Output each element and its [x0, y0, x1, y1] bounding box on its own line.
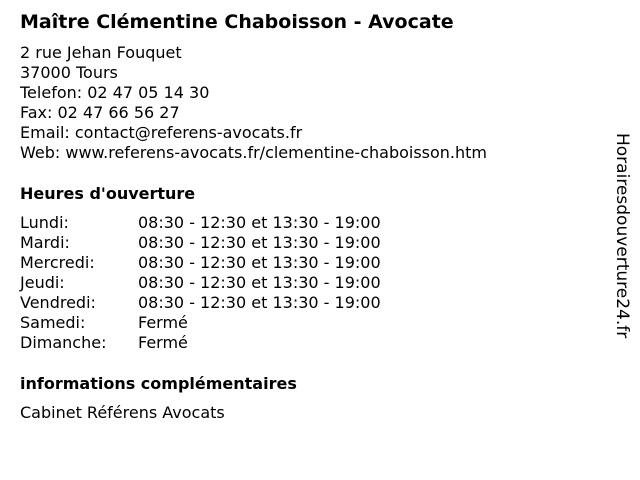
hours-row-mercredi [20, 253, 381, 273]
day-label: Mardi: [20, 233, 70, 252]
contact-block [20, 43, 487, 163]
phone-number: Telefon: 02 47 05 14 30 [20, 83, 210, 102]
email-label: Email: [20, 123, 75, 142]
hours-heading: Heures d'ouverture [20, 184, 196, 203]
hours-row-vendredi [20, 293, 381, 313]
web-link[interactable]: www.referens-avocats.fr/clementine-chaboisson.htm [65, 143, 488, 162]
extra-info-heading: informations complémentaires [20, 374, 297, 393]
day-hours: 08:30 - 12:30 et 13:30 - 19:00 [138, 273, 381, 292]
opening-hours-table [20, 213, 381, 353]
brand-watermark: Horairesdouverture24.fr [612, 133, 632, 339]
day-label: Mercredi: [20, 253, 95, 272]
day-label: Lundi: [20, 213, 69, 232]
page-title: Maître Clémentine Chaboisson - Avocate [20, 11, 454, 33]
day-hours: Fermé [138, 333, 188, 352]
hours-row-samedi [20, 313, 381, 333]
day-hours: 08:30 - 12:30 et 13:30 - 19:00 [138, 233, 381, 252]
day-label: Samedi: [20, 313, 86, 332]
address-city: 37000 Tours [20, 63, 118, 82]
web-label: Web: [20, 143, 66, 162]
email-line [20, 123, 487, 143]
extra-info-text: Cabinet Référens Avocats [20, 403, 225, 422]
hours-row-lundi [20, 213, 381, 233]
day-label: Dimanche: [20, 333, 107, 352]
web-line [20, 143, 487, 163]
day-hours: 08:30 - 12:30 et 13:30 - 19:00 [138, 293, 381, 312]
address-street: 2 rue Jehan Fouquet [20, 43, 182, 62]
email-link[interactable]: contact@referens-avocats.fr [74, 123, 303, 142]
day-hours: 08:30 - 12:30 et 13:30 - 19:00 [138, 253, 381, 272]
hours-row-mardi [20, 233, 381, 253]
day-hours: 08:30 - 12:30 et 13:30 - 19:00 [138, 213, 381, 232]
fax-number: Fax: 02 47 66 56 27 [20, 103, 180, 122]
day-hours: Fermé [138, 313, 188, 332]
day-label: Jeudi: [20, 273, 65, 292]
hours-row-jeudi [20, 273, 381, 293]
day-label: Vendredi: [20, 293, 96, 312]
hours-row-dimanche [20, 333, 381, 353]
